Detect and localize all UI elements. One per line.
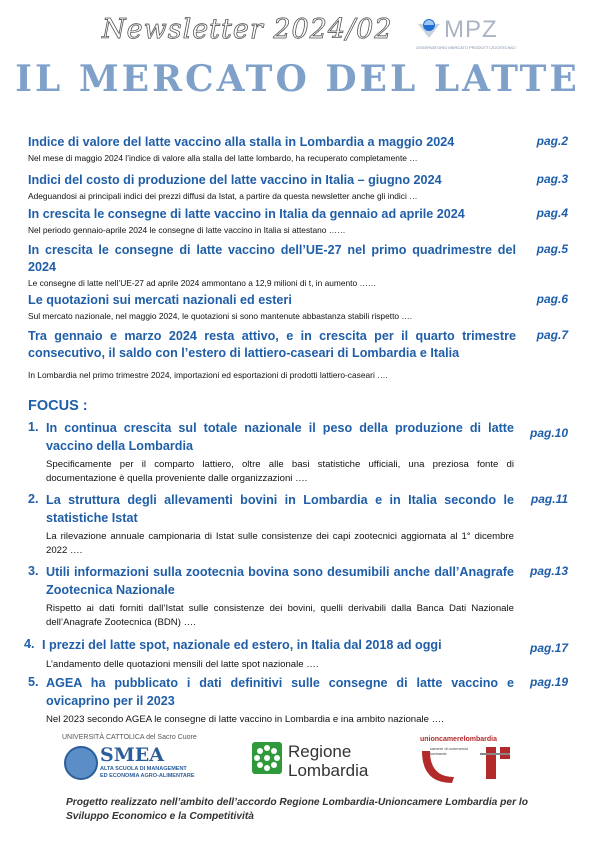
focus-item-number: 5. [28,675,39,689]
smea-line-2: ED ECONOMIA AGRO-ALIMENTARE [100,773,195,779]
toc-item[interactable] [28,206,568,236]
toc-item-title[interactable]: Indice di valore del latte vaccino alla stalla in Lombardia a maggio 2024 [28,135,455,149]
focus-item-page[interactable]: pag.19 [529,675,568,689]
uc-name: unioncamerelombardia [420,736,498,743]
mpz-logo [416,16,516,50]
toc-item-title[interactable]: In crescita le consegne di latte vaccino in Italia da gennaio ad aprile 2024 [28,207,465,221]
focus-item-title[interactable]: AGEA ha pubblicato i dati definitivi sulle consegne di latte vaccino e ovicaprino per il 2023 [46,676,514,708]
focus-item-title[interactable]: I prezzi del latte spot, nazionale ed estero, in Italia dal 2018 ad oggi [42,638,442,652]
focus-item-summary: Specificamente per il comparto lattiero, oltre alle basi statistiche ufficiali, una preziosa fonte di documentazione è quella proveniente dalle organizzazioni …. [46,459,514,484]
toc-item-title[interactable]: Indici del costo di produzione del latte vaccino in Italia – giugno 2024 [28,173,442,187]
focus-item-page[interactable]: pag.17 [529,641,568,655]
smea-name: SMEA [100,744,164,766]
focus-item-number: 2. [28,492,39,506]
project-statement: Progetto realizzato nell’ambito dell’accordo Regione Lombardia-Unioncamere Lombardia per lo Sviluppo Economico e la Competitività [66,797,528,822]
toc-item-title[interactable]: Tra gennaio e marzo 2024 resta attivo, e in crescita per il quarto trimestre consecutivo, il saldo con l’estero di lattiero-caseari di Lombardia e Italia [28,329,516,360]
toc-item-summary: Nel periodo gennaio-aprile 2024 le consegne di latte vaccino in Italia si attestano …… [28,225,346,235]
toc-item[interactable] [28,292,568,322]
toc-item[interactable] [28,172,568,202]
main-title: IL MERCATO DEL LATTE [15,58,580,100]
focus-item[interactable] [28,564,568,630]
regione-lombardia-logo [250,738,390,784]
focus-item[interactable] [24,637,568,672]
smea-university: UNIVERSITÀ CATTOLICA del Sacro Cuore [62,734,197,741]
focus-item-summary: Rispetto ai dati forniti dall’Istat sulle consistenze dei bovini, quelli derivabili dalla Banca Dati Nazionale dell’Anagrafe Zootecnica (BDN) …. [46,603,514,628]
focus-item[interactable] [28,492,568,558]
toc-item[interactable] [28,242,568,289]
focus-item-page[interactable]: pag.13 [529,564,568,578]
newsletter-title: Newsletter 2024/02 [102,14,393,45]
toc-item[interactable] [28,328,568,381]
focus-item-title[interactable]: In continua crescita sul totale nazionale il peso della produzione di latte vaccino della Lombardia [46,421,514,453]
toc-item-page[interactable]: pag.4 [536,206,568,220]
toc-item-summary: Nel mese di maggio 2024 l’indice di valore alla stalla del latte lombardo, ha recuperato completamente … [28,153,418,163]
toc-item-summary: Le consegne di latte nell’UE-27 ad aprile 2024 ammontano a 12,9 milioni di t, in aumento …… [28,278,377,288]
focus-item-page[interactable]: pag.10 [529,426,568,440]
focus-label: FOCUS : [28,398,88,414]
rosa-camuna-icon [252,742,282,774]
toc-item-summary: In Lombardia nel primo trimestre 2024, importazioni ed esportazioni di prodotti lattiero-caseari …. [28,370,388,380]
toc-item-page[interactable]: pag.2 [536,134,568,148]
toc-item-page[interactable]: pag.7 [536,328,568,342]
mpz-logo-tagline: OSSERVATORIO MERCATO PRODOTTI ZOOTECNICI [416,45,516,50]
focus-item[interactable] [28,420,568,486]
smea-logo [62,734,202,786]
focus-item-summary: L’andamento delle quotazioni mensili del latte spot nazionale …. [46,658,319,670]
mpz-logo-text: MPZ [444,16,498,43]
footer-logos [0,730,595,790]
uc-sub-2: lombarde [430,751,447,756]
focus-item-number: 1. [28,420,39,434]
focus-item-number: 4. [24,637,35,651]
uc-sub-1: camere di commercio [430,746,469,751]
toc-item[interactable] [28,134,568,164]
toc-item-summary: Adeguandosi ai principali indici dei prezzi diffusi da Istat, a partire da questa newsletter anche gli indici … [28,191,418,201]
toc-item-page[interactable]: pag.3 [536,172,568,186]
toc-item-title[interactable]: Le quotazioni sui mercati nazionali ed esteri [28,293,292,307]
toc-item-summary: Sul mercato nazionale, nel maggio 2024, le quotazioni si sono mantenute abbastanza stabili rispetto …. [28,311,413,321]
toc-item-page[interactable]: pag.6 [536,292,568,306]
mpz-logo-icon [416,18,442,40]
smea-line-1: ALTA SCUOLA DI MANAGEMENT [100,766,187,772]
university-seal-icon [64,746,98,780]
toc-item-page[interactable]: pag.5 [536,242,568,256]
focus-item-page[interactable]: pag.11 [530,492,568,506]
unioncamere-logo [420,736,520,786]
region-line-1: Regione [288,742,352,761]
focus-item-number: 3. [28,564,39,578]
focus-item-summary: La rilevazione annuale campionaria di Istat sulle consistenze dei capi zootecnici aggiornata al 1° dicembre 2022 …. [46,531,514,556]
focus-item[interactable] [28,675,568,727]
focus-item-title[interactable]: La struttura degli allevamenti bovini in Lombardia e in Italia secondo le statistiche Istat [46,493,514,525]
focus-item-summary: Nel 2023 secondo AGEA le consegne di latte vaccino in Lombardia e ina ambito nazionale …. [46,714,444,725]
toc-item-title[interactable]: In crescita le consegne di latte vaccino dell’UE-27 nel primo quadrimestre del 2024 [28,243,516,274]
region-line-2: Lombardia [288,761,369,780]
focus-item-title[interactable]: Utili informazioni sulla zootecnia bovina sono desumibili anche dall’Anagrafe Zootecnica Nazionale [46,565,514,597]
